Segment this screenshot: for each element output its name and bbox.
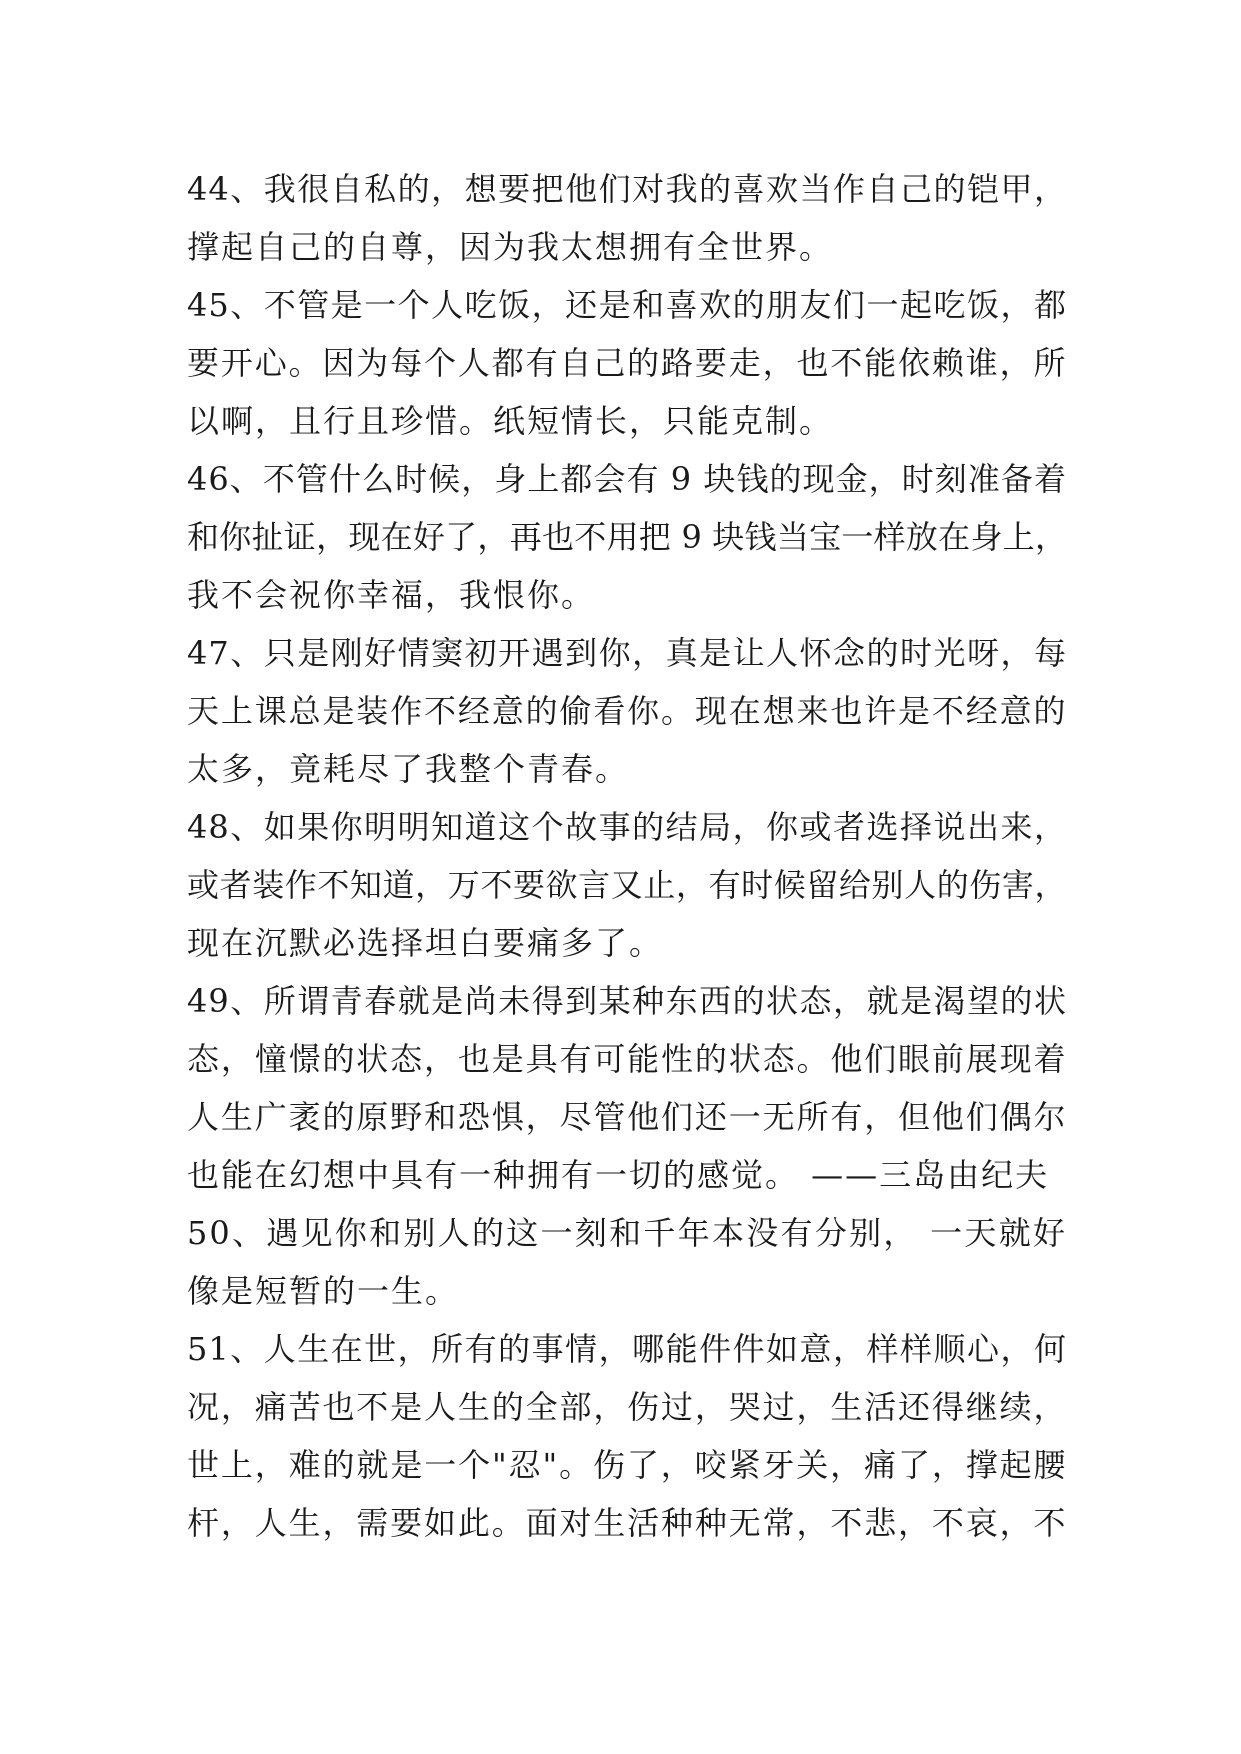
entry-line: 杆，人生，需要如此。面对生活种种无常，不悲，不哀，不: [187, 1504, 1067, 1542]
entry-line: 撑起自己的自尊，因为我太想拥有全世界。: [187, 228, 834, 266]
entry-line: 人生广袤的原野和恐惧，尽管他们还一无所有，但他们偶尔: [187, 1098, 1067, 1136]
entry-line: 况，痛苦也不是人生的全部，伤过，哭过，生活还得继续，: [187, 1388, 1067, 1426]
entry-line: 太多，竟耗尽了我整个青春。: [187, 750, 630, 788]
document-body: [187, 160, 1067, 1552]
entry-line: 45、不管是一个人吃饭，还是和喜欢的朋友们一起吃饭，都: [187, 286, 1067, 324]
entry-49: [187, 972, 1067, 1204]
entry-line: 也能在幻想中具有一种拥有一切的感觉。 ——三岛由纪夫: [187, 1156, 1050, 1194]
entry-46: [187, 450, 1067, 624]
entry-47: [187, 624, 1067, 798]
entry-44: [187, 160, 1067, 276]
entry-50: [187, 1204, 1067, 1320]
entry-line: 世上，难的就是一个"忍"。伤了，咬紧牙关，痛了，撑起腰: [187, 1446, 1067, 1484]
entry-line: 51、人生在世，所有的事情，哪能件件如意，样样顺心，何: [187, 1330, 1067, 1368]
entry-line: 49、所谓青春就是尚未得到某种东西的状态，就是渴望的状: [187, 982, 1067, 1020]
entry-line: 我不会祝你幸福，我恨你。: [187, 576, 596, 614]
entry-line: 48、如果你明明知道这个故事的结局，你或者选择说出来，: [187, 808, 1067, 846]
entry-line: 44、我很自私的，想要把他们对我的喜欢当作自己的铠甲，: [187, 170, 1067, 208]
entry-45: [187, 276, 1067, 450]
entry-line: 像是短暂的一生。: [187, 1272, 460, 1310]
entry-line: 和你扯证，现在好了，再也不用把 9 块钱当宝一样放在身上，: [187, 518, 1067, 556]
entry-line: 或者装作不知道，万不要欲言又止，有时候留给别人的伤害，: [187, 866, 1067, 904]
entry-line: 现在沉默必选择坦白要痛多了。: [187, 924, 664, 962]
entry-48: [187, 798, 1067, 972]
entry-line: 天上课总是装作不经意的偷看你。现在想来也许是不经意的: [187, 692, 1067, 730]
entry-line: 47、只是刚好情窦初开遇到你，真是让人怀念的时光呀，每: [187, 634, 1067, 672]
entry-51: [187, 1320, 1067, 1552]
entry-line: 50、遇见你和别人的这一刻和千年本没有分别， 一天就好: [187, 1214, 1067, 1252]
entry-line: 以啊，且行且珍惜。纸短情长，只能克制。: [187, 402, 834, 440]
entry-line: 态，憧憬的状态，也是具有可能性的状态。他们眼前展现着: [187, 1040, 1067, 1078]
entry-line: 要开心。因为每个人都有自己的路要走，也不能依赖谁，所: [187, 344, 1067, 382]
entry-line: 46、不管什么时候，身上都会有 9 块钱的现金，时刻准备着: [187, 460, 1067, 498]
